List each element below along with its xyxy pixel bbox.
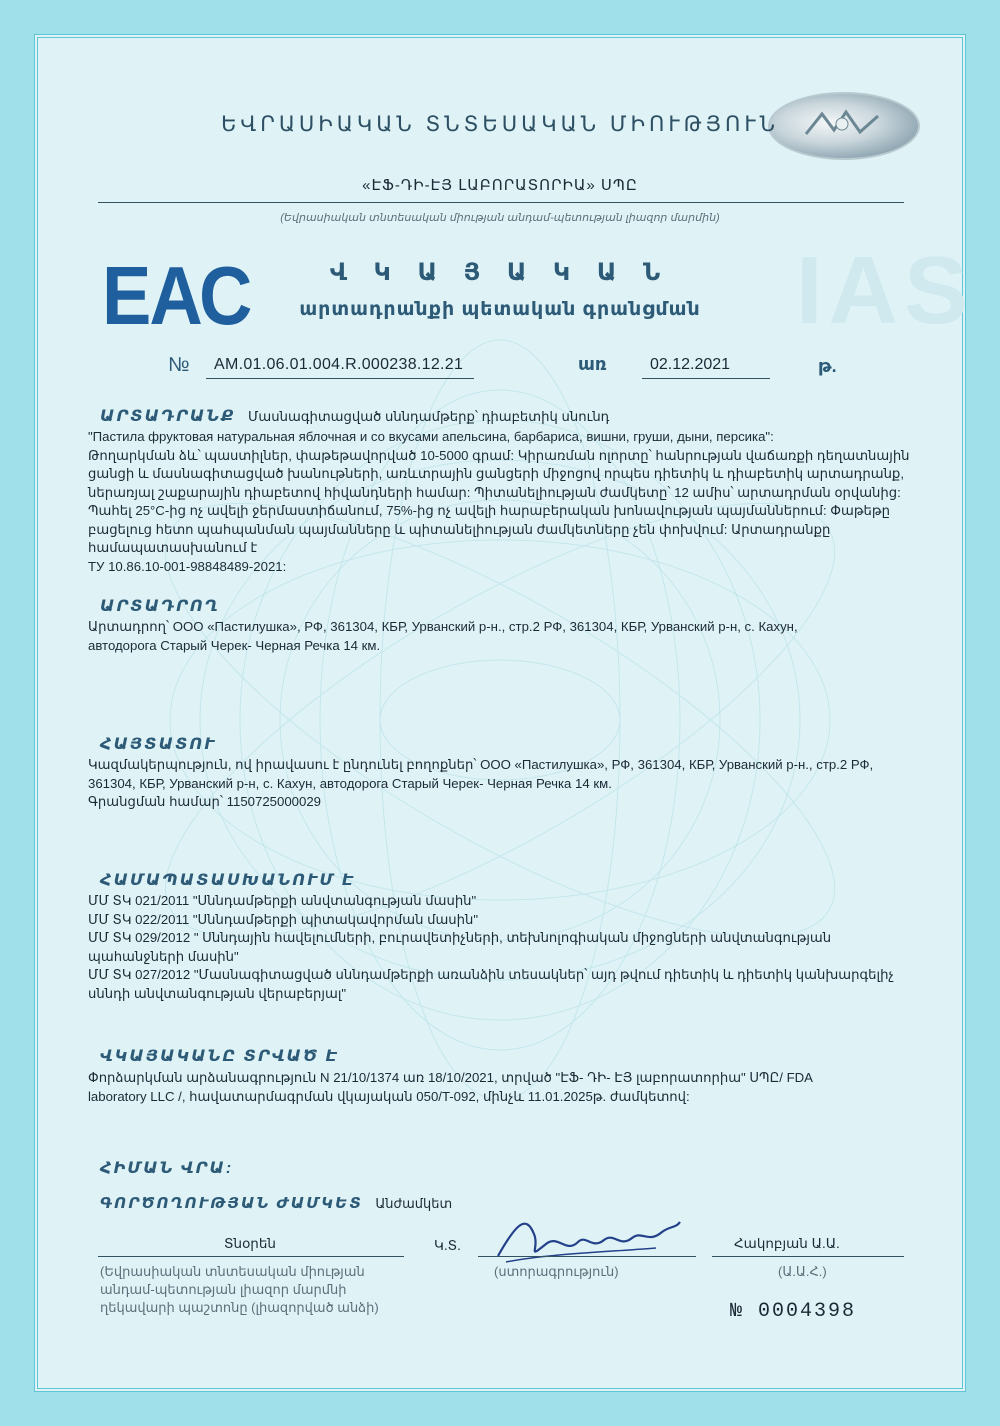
date-label: առ bbox=[578, 354, 607, 374]
number-underline bbox=[206, 378, 474, 379]
product-line: ТУ 10.86.10-001-98848489-2021: bbox=[88, 558, 287, 574]
issued-line: laboratory LLC /, հավատարմագրման վկայական 050/T-092, մինչև 11.01.2025թ. ժամկետով: bbox=[88, 1088, 690, 1104]
laboratory-underline bbox=[98, 202, 904, 203]
product-section bbox=[100, 406, 920, 426]
product-line: ցանցի և մասնագիտացված խանութների, առևտրային ցանցերի միջոցով որպես դիետիկ և դիաբետիկ արտադրանք, bbox=[88, 466, 904, 481]
authority-line: ղեկավարի պաշտոնը (լիազորված անձի) bbox=[100, 1300, 379, 1315]
manufacturer-line: автодорога Старый Черек- Черная Речка 14 км. bbox=[88, 637, 381, 653]
stamp-label: Կ.Տ. bbox=[434, 1238, 461, 1253]
validity-value: Անժամկետ bbox=[375, 1196, 453, 1211]
product-line: Թողարկման ձև՝ պաստիլներ, փաթեթավորված 10-5000 գրամ: Կիրառման ոլորտը՝ հանրության վաճառքի դեղատնային bbox=[88, 447, 910, 463]
product-line: բացելուց հետո պահպանման պայմանները և պիտանելիության ժամկետները չեն փոխվում: Արտադրանքը bbox=[88, 521, 831, 537]
issued-line: Փորձարկման արձանագրություն N 21/10/1374 առ 18/10/2021, տրված "ԷՖ- ԴԻ- ԷՅ լաբորատորիա" ՍՊԸ/ FDA bbox=[88, 1070, 813, 1085]
standard-line: պահանջների մասին" bbox=[88, 948, 239, 964]
union-title: ԵՎՐԱՍԻԱԿԱՆ ՏՆՏԵՍԱԿԱՆ ՄԻՈՒԹՅՈՒՆ bbox=[221, 113, 779, 136]
product-line: համապատասխանում է bbox=[88, 540, 258, 555]
standard-line: ՄՄ ՏԿ 027/2012 "Մասնագիտացված սննդամթերքի առանձին տեսակներ՝ այդ թվում դիետիկ և դիետիկ կանխարգելիչ bbox=[88, 967, 894, 982]
signer-name: Հակոբյան Ա.Ա. bbox=[734, 1236, 840, 1251]
signer-position: Տնօրեն bbox=[224, 1236, 276, 1251]
conformity-heading: ՀԱՄԱՊԱՏԱՍԽԱՆՈՒՄ Է bbox=[100, 872, 356, 889]
manufacturer-details bbox=[88, 618, 928, 655]
basis-heading: ՀԻՄԱՆ ՎՐԱ: bbox=[100, 1160, 234, 1177]
validity-label: ԳՈՐԾՈՂՈՒԹՅԱՆ ԺԱՄԿԵՏ bbox=[100, 1195, 363, 1212]
standard-line: ՄՄ ՏԿ 022/2011 "Սննդամթերքի պիտակավորման մասին" bbox=[88, 911, 479, 927]
signer-underline bbox=[712, 1256, 904, 1257]
applicant-line: Գրանցման համար՝ 1150725000029 bbox=[88, 794, 322, 809]
product-heading: ԱՐՏԱԴՐԱՆՔ bbox=[100, 408, 236, 425]
conformity-standards bbox=[88, 892, 928, 1003]
serial-number: № 0004398 bbox=[730, 1300, 857, 1323]
date-underline bbox=[642, 378, 770, 379]
issued-heading: ՎԿԱՅԱԿԱՆԸ ՏՐՎԱԾ Է bbox=[100, 1048, 340, 1065]
manufacturer-heading: ԱՐՏԱԴՐՈՂ bbox=[100, 598, 220, 615]
applicant-details bbox=[88, 756, 928, 812]
certificate-title: Վ Կ Ա Յ Ա Կ Ա Ն bbox=[329, 259, 671, 286]
manufacturer-line: Արտադրող՝ ООО «Пастилушка», РФ, 361304, КБР, Урванский р-н., стр.2 РФ, 361304, КБР, Урванский р-н, с. Кахун, bbox=[88, 619, 798, 634]
watermark-logo: IAS bbox=[796, 237, 975, 344]
standard-line: ՄՄ ՏԿ 029/2012 " Սննդային հավելումների, բուրավետիչների, տեխնոլոգիական միջոցների անվտանգության bbox=[88, 930, 832, 945]
name-caption: (Ա.Ա.Հ.) bbox=[778, 1264, 827, 1279]
issued-details bbox=[88, 1069, 928, 1106]
eac-logo: ЕАС bbox=[102, 249, 251, 343]
signature-caption: (ստորագրություն) bbox=[494, 1264, 619, 1279]
standard-line: սննդի անվտանգության վերաբերյալ" bbox=[88, 985, 347, 1001]
product-description bbox=[88, 428, 928, 576]
product-line: ներառյալ շաքարային դիաբետով հիվանդների համար: Պիտանելիության ժամկետը՝ 12 ամիս՝ արտադրման օրվանից: bbox=[88, 484, 901, 500]
product-line: "Пастила фруктовая натуральная яблочная и со вкусами апельсина, барбариса, вишни, груши, дыни, персика": bbox=[88, 429, 774, 444]
certificate-subtitle: արտադրանքի պետական գրանցման bbox=[299, 299, 701, 320]
registration-date: 02.12.2021 bbox=[650, 356, 731, 373]
product-line: Պահել 25°C-ից ոչ ավելի ջերմաստիճանում, 75%-ից ոչ ավելի հարաբերական խոնավության պայմաններում: Փաթեթը bbox=[88, 503, 891, 518]
signature-underline bbox=[478, 1256, 696, 1257]
registration-number: AM.01.06.01.004.R.000238.12.21 bbox=[214, 356, 464, 373]
position-underline bbox=[98, 1256, 404, 1257]
product-lead: Մասնագիտացված սննդամթերք՝ դիաբետիկ սնունդ bbox=[247, 409, 610, 424]
applicant-line: Կազմակերպություն, ով իրավասու է ընդունել բողոքներ՝ ООО «Пастилушка», РФ, 361304, КБР, Урванский р-н., стр.2 РФ, bbox=[88, 757, 874, 772]
laboratory-note: (Եվրասիական տնտեսական միության անդամ-պետության լիազոր մարմին) bbox=[280, 212, 720, 224]
authority-line: (Եվրասիական տնտեսական միության bbox=[100, 1264, 365, 1279]
applicant-line: 361304, КБР, Урванский р-н, с. Кахун, автодорога Старый Черек- Черная Речка 14 км. bbox=[88, 775, 612, 791]
authority-caption bbox=[100, 1263, 420, 1317]
standard-line: ՄՄ ՏԿ 021/2011 "Սննդամթերքի անվտանգության մասին" bbox=[88, 893, 477, 908]
laboratory-name: «ԷՖ-ԴԻ-ԷՅ ԼԱԲՈՐԱՏՈՐԻԱ» ՍՊԸ bbox=[362, 177, 638, 194]
year-suffix: թ. bbox=[818, 356, 837, 376]
number-sign: № bbox=[168, 354, 190, 376]
applicant-heading: ՀԱՅՏԱՏՈՒ bbox=[100, 736, 217, 753]
authority-line: անդամ-պետության լիազոր մարմնի bbox=[100, 1282, 347, 1297]
